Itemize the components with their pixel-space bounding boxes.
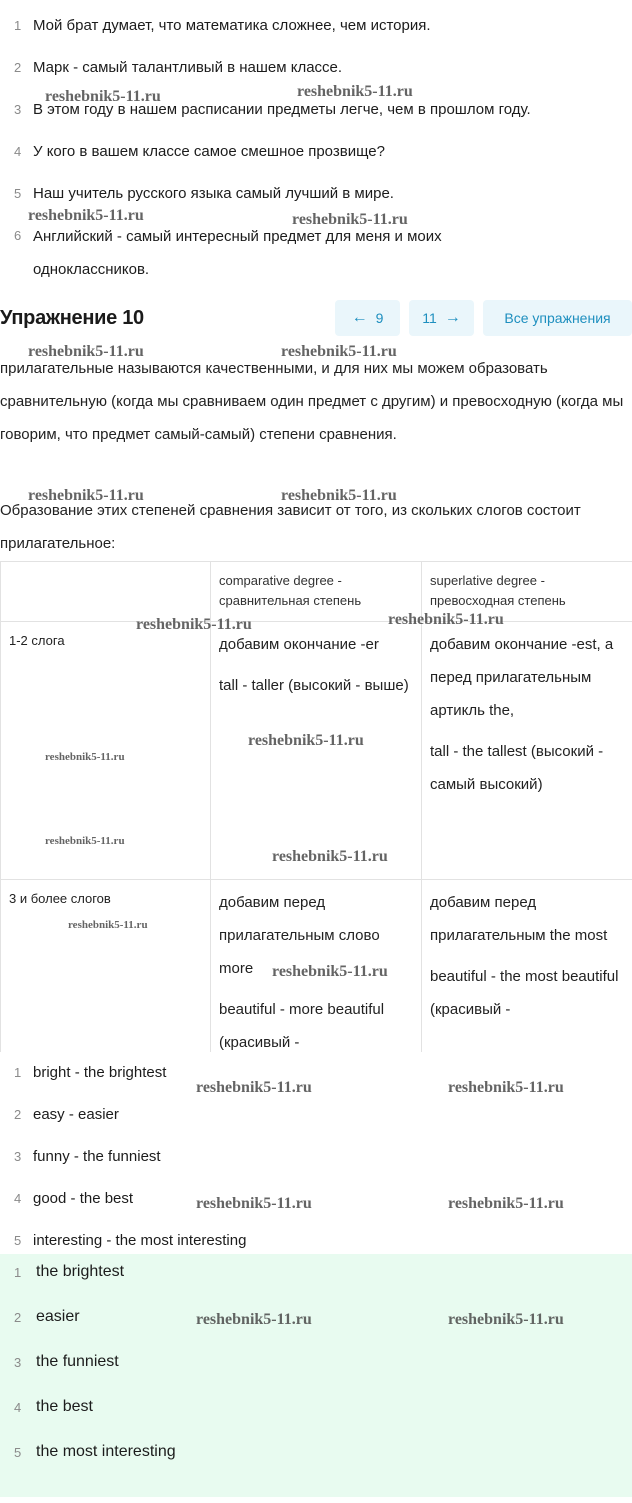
item-text: easy - easier bbox=[33, 1106, 119, 1123]
explanation-paragraph: прилагательные называются качественными, и для них мы можем образовать сравнительную (когда мы сравниваем один предмет с другим) и превосходную (когда мы говорим, что предмет самый-самый) степени сравнения. bbox=[0, 360, 624, 443]
table-cell: 1-2 слога bbox=[1, 622, 211, 880]
syllables-paragraph: Образование этих степеней сравнения зависит от того, из скольких слогов состоит прилагательное: bbox=[0, 502, 581, 552]
item-text: Мой брат думает, что математика сложнее, чем история. bbox=[33, 17, 431, 34]
item-number: 1 bbox=[14, 1265, 22, 1280]
watermark: reshebnik5-11.ru bbox=[272, 963, 388, 980]
watermark: reshebnik5-11.ru bbox=[272, 848, 388, 865]
cell-paragraph: добавим перед прилагательным слово more bbox=[219, 894, 380, 977]
list-item bbox=[0, 1136, 632, 1178]
item-text: bright - the brightest bbox=[33, 1064, 167, 1081]
table-row bbox=[1, 622, 632, 880]
table-header-cell: comparative degree - сравнительная степень bbox=[211, 562, 422, 622]
watermark: reshebnik5-11.ru bbox=[292, 211, 408, 228]
answer-item bbox=[0, 1397, 632, 1442]
item-number: 3 bbox=[14, 1149, 22, 1164]
list-item bbox=[0, 1178, 632, 1220]
table-header-cell bbox=[1, 562, 211, 622]
table-row bbox=[1, 880, 632, 1080]
item-number: 2 bbox=[14, 1310, 22, 1325]
watermark: reshebnik5-11.ru bbox=[45, 835, 125, 847]
watermark: reshebnik5-11.ru bbox=[196, 1311, 312, 1328]
item-text: interesting - the most interesting bbox=[33, 1232, 247, 1249]
item-text: Английский - самый интересный предмет для меня и моих одноклассников. bbox=[33, 228, 442, 278]
sentence-list bbox=[0, 0, 632, 292]
watermark: reshebnik5-11.ru bbox=[68, 919, 148, 931]
arrow-left-icon: ← bbox=[351, 309, 368, 326]
cell-paragraph: добавим перед прилагательным the most bbox=[430, 894, 608, 944]
answer-item bbox=[0, 1442, 632, 1487]
watermark: reshebnik5-11.ru bbox=[248, 732, 364, 749]
item-text: Марк - самый талантливый в нашем классе. bbox=[33, 59, 343, 76]
item-number: 3 bbox=[14, 102, 22, 117]
item-text: the brightest bbox=[36, 1263, 125, 1280]
watermark: reshebnik5-11.ru bbox=[281, 487, 397, 504]
watermark: reshebnik5-11.ru bbox=[28, 487, 144, 504]
item-number: 4 bbox=[14, 144, 22, 159]
item-number: 5 bbox=[14, 1233, 22, 1248]
cell-paragraph: beautiful - the most beautiful (красивый - bbox=[430, 968, 619, 1018]
table-header-cell: superlative degree - превосходная степень bbox=[422, 562, 632, 622]
all-exercises-button[interactable] bbox=[483, 300, 632, 336]
next-exercise-button[interactable] bbox=[409, 300, 474, 336]
list-item bbox=[0, 210, 632, 292]
list-item bbox=[0, 168, 632, 210]
item-number: 4 bbox=[14, 1400, 22, 1415]
item-text: the funniest bbox=[36, 1353, 119, 1370]
watermark: reshebnik5-11.ru bbox=[448, 1311, 564, 1328]
watermark: reshebnik5-11.ru bbox=[281, 343, 397, 360]
item-number: 5 bbox=[14, 1445, 22, 1460]
item-text: easier bbox=[36, 1308, 80, 1325]
watermark: reshebnik5-11.ru bbox=[297, 83, 413, 100]
watermark: reshebnik5-11.ru bbox=[45, 88, 161, 105]
cell-paragraph: tall - the tallest (высокий - самый высокий) bbox=[430, 743, 604, 793]
item-text: funny - the funniest bbox=[33, 1148, 161, 1165]
answer-list bbox=[0, 1254, 632, 1497]
next-exercise-label: 11 bbox=[422, 310, 437, 326]
all-exercises-label: Все упражнения bbox=[504, 310, 611, 326]
degrees-table bbox=[0, 561, 632, 1080]
list-item bbox=[0, 126, 632, 168]
watermark: reshebnik5-11.ru bbox=[196, 1195, 312, 1212]
item-text: В этом году в нашем расписании предметы легче, чем в прошлом году. bbox=[33, 101, 531, 118]
watermark: reshebnik5-11.ru bbox=[28, 343, 144, 360]
watermark: reshebnik5-11.ru bbox=[45, 751, 125, 763]
table-cell bbox=[211, 622, 422, 880]
cell-paragraph: tall - taller (высокий - выше) bbox=[219, 677, 409, 694]
list-item bbox=[0, 84, 632, 126]
prev-exercise-label: 9 bbox=[375, 310, 384, 326]
word-forms-list bbox=[0, 1052, 632, 1262]
watermark: reshebnik5-11.ru bbox=[28, 207, 144, 224]
watermark: reshebnik5-11.ru bbox=[448, 1195, 564, 1212]
item-text: У кого в вашем классе самое смешное прозвище? bbox=[33, 143, 385, 160]
watermark: reshebnik5-11.ru bbox=[196, 1079, 312, 1096]
item-number: 1 bbox=[14, 1065, 22, 1080]
item-number: 5 bbox=[14, 186, 22, 201]
item-text: the best bbox=[36, 1398, 93, 1415]
watermark: reshebnik5-11.ru bbox=[388, 611, 504, 628]
item-number: 3 bbox=[14, 1355, 22, 1370]
item-text: the most interesting bbox=[36, 1443, 176, 1460]
answer-item bbox=[0, 1262, 632, 1307]
watermark: reshebnik5-11.ru bbox=[448, 1079, 564, 1096]
answer-item bbox=[0, 1307, 632, 1352]
table-cell bbox=[422, 622, 632, 880]
list-item bbox=[0, 0, 632, 42]
watermark: reshebnik5-11.ru bbox=[136, 616, 252, 633]
item-number: 2 bbox=[14, 1107, 22, 1122]
cell-paragraph: добавим окончание -est, а перед прилагательным артикль the, bbox=[430, 636, 614, 719]
item-number: 2 bbox=[14, 60, 22, 75]
item-number: 4 bbox=[14, 1191, 22, 1206]
list-item bbox=[0, 42, 632, 84]
exercise-title: Упражнение 10 bbox=[0, 307, 144, 329]
table-cell bbox=[422, 880, 632, 1080]
list-item bbox=[0, 1052, 632, 1094]
exercise-header bbox=[0, 300, 632, 338]
answer-item bbox=[0, 1352, 632, 1397]
item-number: 1 bbox=[14, 18, 22, 33]
prev-exercise-button[interactable] bbox=[335, 300, 400, 336]
item-text: good - the best bbox=[33, 1190, 134, 1207]
item-number: 6 bbox=[14, 228, 22, 243]
cell-paragraph: beautiful - more beautiful (красивый - bbox=[219, 1001, 385, 1051]
list-item bbox=[0, 1094, 632, 1136]
table-cell: 3 и более слогов bbox=[1, 880, 211, 1080]
cell-paragraph: добавим окончание -er bbox=[219, 636, 379, 653]
table-header-row bbox=[1, 562, 632, 622]
arrow-right-icon: → bbox=[444, 309, 461, 326]
table-cell bbox=[211, 880, 422, 1080]
item-text: Наш учитель русского языка самый лучший в мире. bbox=[33, 185, 394, 202]
